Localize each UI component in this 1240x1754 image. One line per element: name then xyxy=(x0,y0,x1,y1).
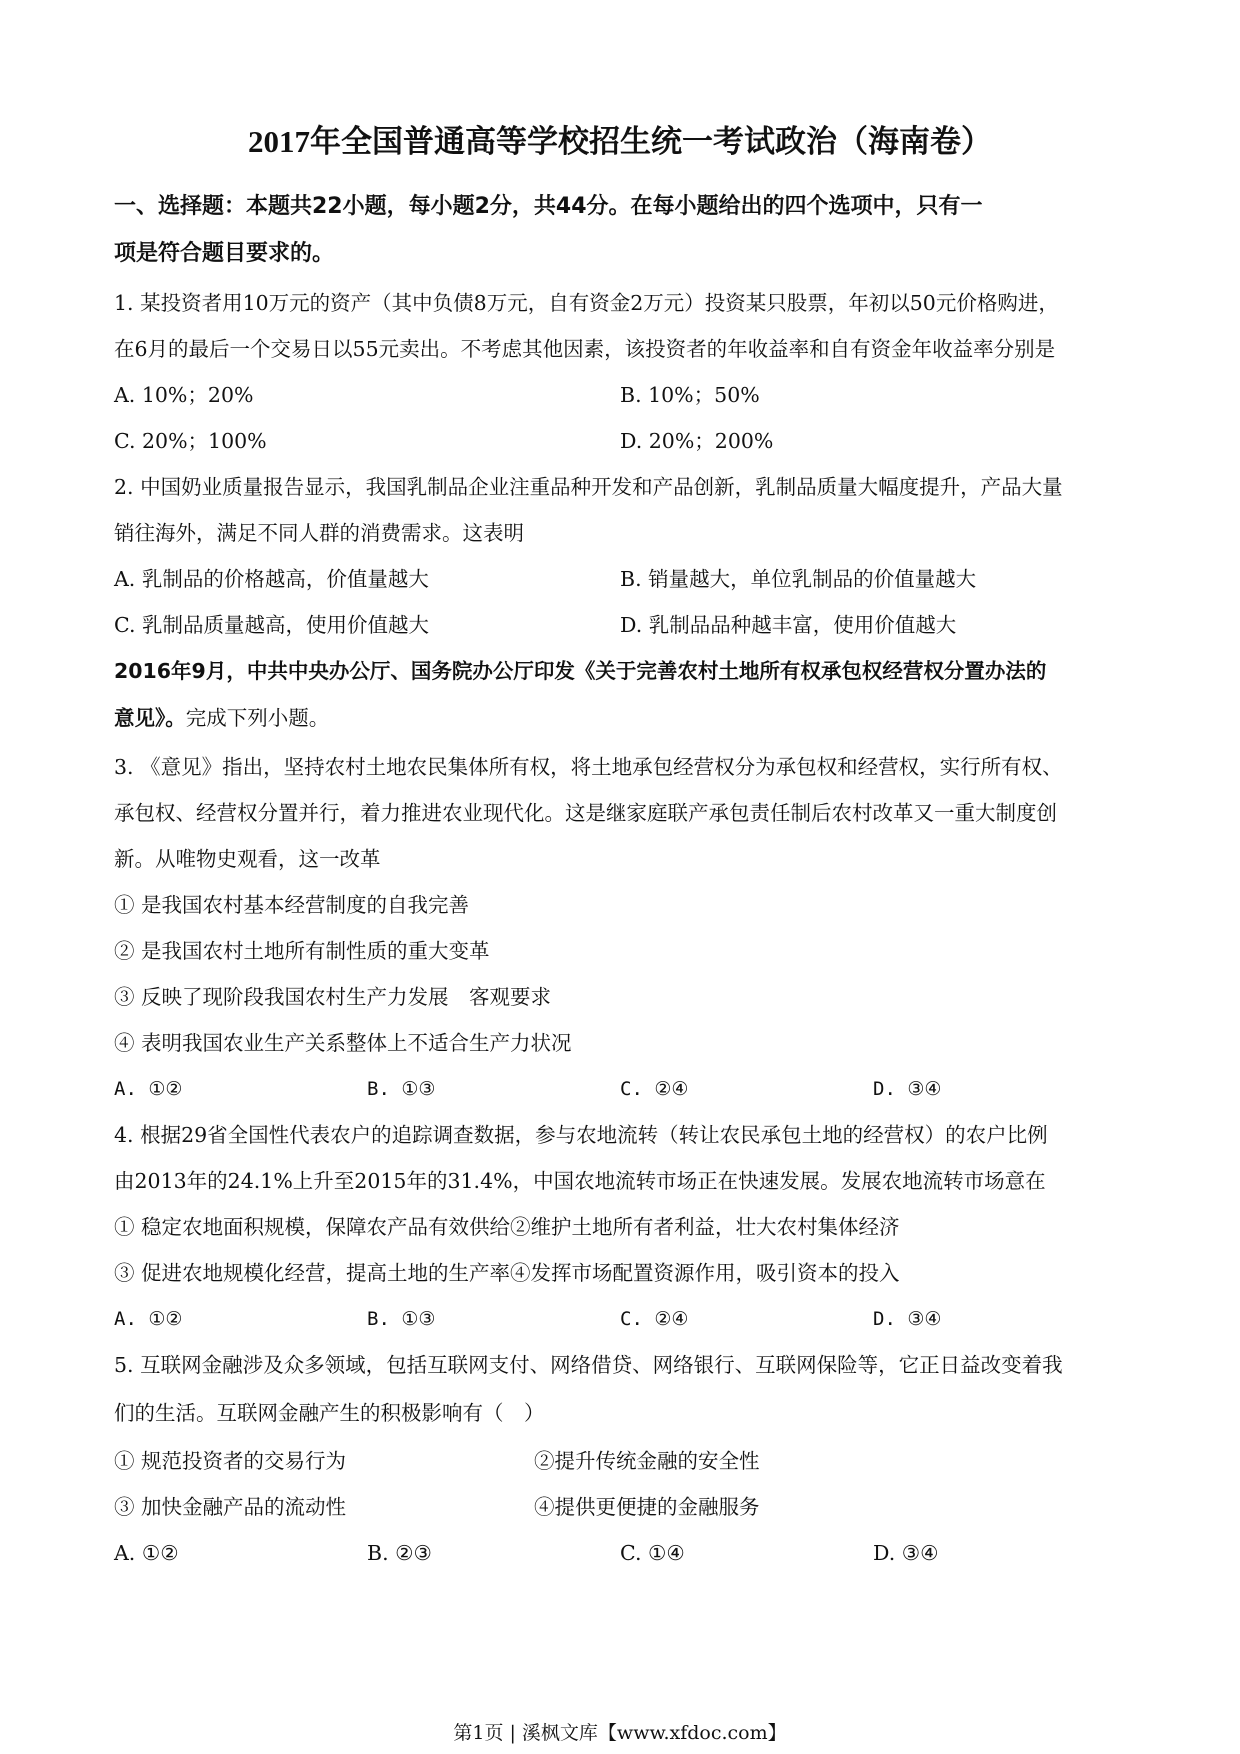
q4-stem-line1: 4. 根据29省全国性代表农户的追踪调查数据，参与农地流转（转让农民承包土地的经营权）的农户比例 xyxy=(114,1123,1048,1147)
q3-stem-line3: 新。从唯物史观看，这一改革 xyxy=(114,847,381,871)
q2-option-a[interactable]: A. 乳制品的价格越高，价值量越大 xyxy=(114,567,429,591)
q4-option-d[interactable]: D. ③④ xyxy=(873,1308,942,1330)
q2-option-c[interactable]: C. 乳制品质量越高，使用价值越大 xyxy=(114,613,429,637)
q5-option-b[interactable]: B. ②③ xyxy=(367,1541,432,1565)
q2-stem-line2: 销往海外，满足不同人群的消费需求。这表明 xyxy=(114,521,524,545)
q5-option-c[interactable]: C. ①④ xyxy=(620,1541,685,1565)
q4-item-3-4: ③ 促进农地规模化经营，提高土地的生产率④发挥市场配置资源作用，吸引资本的投入 xyxy=(114,1261,900,1285)
q1-stem-line1: 1. 某投资者用10万元的资产（其中负债8万元，自有资金2万元）投资某只股票，年初以50元价格购进， xyxy=(114,291,1059,315)
q5-option-a[interactable]: A. ①② xyxy=(114,1541,179,1565)
q2-option-d[interactable]: D. 乳制品品种越丰富，使用价值越大 xyxy=(620,613,957,637)
q3-option-a[interactable]: A. ①② xyxy=(114,1078,183,1100)
section-heading-line2: 项是符合题目要求的。 xyxy=(114,241,335,266)
page-footer: 第1页 | 溪枫文库【www.xfdoc.com】 xyxy=(453,1722,787,1744)
q3-option-d[interactable]: D. ③④ xyxy=(873,1078,942,1100)
q4-option-c[interactable]: C. ②④ xyxy=(620,1308,689,1330)
q4-stem-line2: 由2013年的24.1%上升至2015年的31.4%，中国农地流转市场正在快速发展。发展农地流转市场意在 xyxy=(114,1169,1046,1193)
intro-line2 xyxy=(114,704,1134,732)
q3-stem-line2: 承包权、经营权分置并行，着力推进农业现代化。这是继家庭联产承包责任制后农村改革又一重大制度创 xyxy=(114,801,1057,825)
section-heading-line1: 一、选择题：本题共22小题，每小题2分，共44分。在每小题给出的四个选项中，只有一 xyxy=(114,194,983,219)
q5-item-4: ④提供更便捷的金融服务 xyxy=(534,1495,760,1519)
q1-option-a[interactable]: A. 10%；20% xyxy=(114,383,254,407)
q2-option-b[interactable]: B. 销量越大，单位乳制品的价值量越大 xyxy=(620,567,977,591)
intro-line2-rest: 完成下列小题。 xyxy=(185,706,330,730)
q4-option-a[interactable]: A. ①② xyxy=(114,1308,183,1330)
q5-item-3: ③ 加快金融产品的流动性 xyxy=(114,1495,347,1519)
q5-stem-line2: 们的生活。互联网金融产生的积极影响有（ ） xyxy=(114,1401,545,1425)
q3-option-c[interactable]: C. ②④ xyxy=(620,1078,689,1100)
q1-stem-line2: 在6月的最后一个交易日以55元卖出。不考虑其他因素，该投资者的年收益率和自有资金年收益率分别是 xyxy=(114,337,1056,361)
q3-item-2: ② 是我国农村土地所有制性质的重大变革 xyxy=(114,939,490,963)
q5-item-2: ②提升传统金融的安全性 xyxy=(534,1449,760,1473)
q4-option-b[interactable]: B. ①③ xyxy=(367,1308,436,1330)
page-title: 2017年全国普通高等学校招生统一考试政治（海南卷） xyxy=(248,124,992,159)
q5-item-1: ① 规范投资者的交易行为 xyxy=(114,1449,347,1473)
q3-item-1: ① 是我国农村基本经营制度的自我完善 xyxy=(114,893,470,917)
q5-option-d[interactable]: D. ③④ xyxy=(873,1541,939,1565)
q2-stem-line1: 2. 中国奶业质量报告显示，我国乳制品企业注重品种开发和产品创新，乳制品质量大幅度提升，产品大量 xyxy=(114,475,1063,499)
q1-option-c[interactable]: C. 20%；100% xyxy=(114,429,267,453)
q1-option-d[interactable]: D. 20%；200% xyxy=(620,429,774,453)
intro-line2-bold: 意见》。 xyxy=(114,706,186,730)
q5-stem-line1: 5. 互联网金融涉及众多领域，包括互联网支付、网络借贷、网络银行、互联网保险等，它正日益改变着我 xyxy=(114,1353,1063,1377)
q3-option-b[interactable]: B. ①③ xyxy=(367,1078,436,1100)
intro-line1: 2016年9月，中共中央办公厅、国务院办公厅印发《关于完善农村土地所有权承包权经营权分置办法的 xyxy=(114,659,1047,683)
q3-item-4: ④ 表明我国农业生产关系整体上不适合生产力状况 xyxy=(114,1031,572,1055)
q4-item-1-2: ① 稳定农地面积规模，保障农产品有效供给②维护土地所有者利益，壮大农村集体经济 xyxy=(114,1215,900,1239)
q3-stem-line1: 3. 《意见》指出，坚持农村土地农民集体所有权，将土地承包经营权分为承包权和经营权，实行所有权、 xyxy=(114,755,1063,779)
q1-option-b[interactable]: B. 10%；50% xyxy=(620,383,760,407)
q3-item-3: ③ 反映了现阶段我国农村生产力发展 客观要求 xyxy=(114,985,552,1009)
